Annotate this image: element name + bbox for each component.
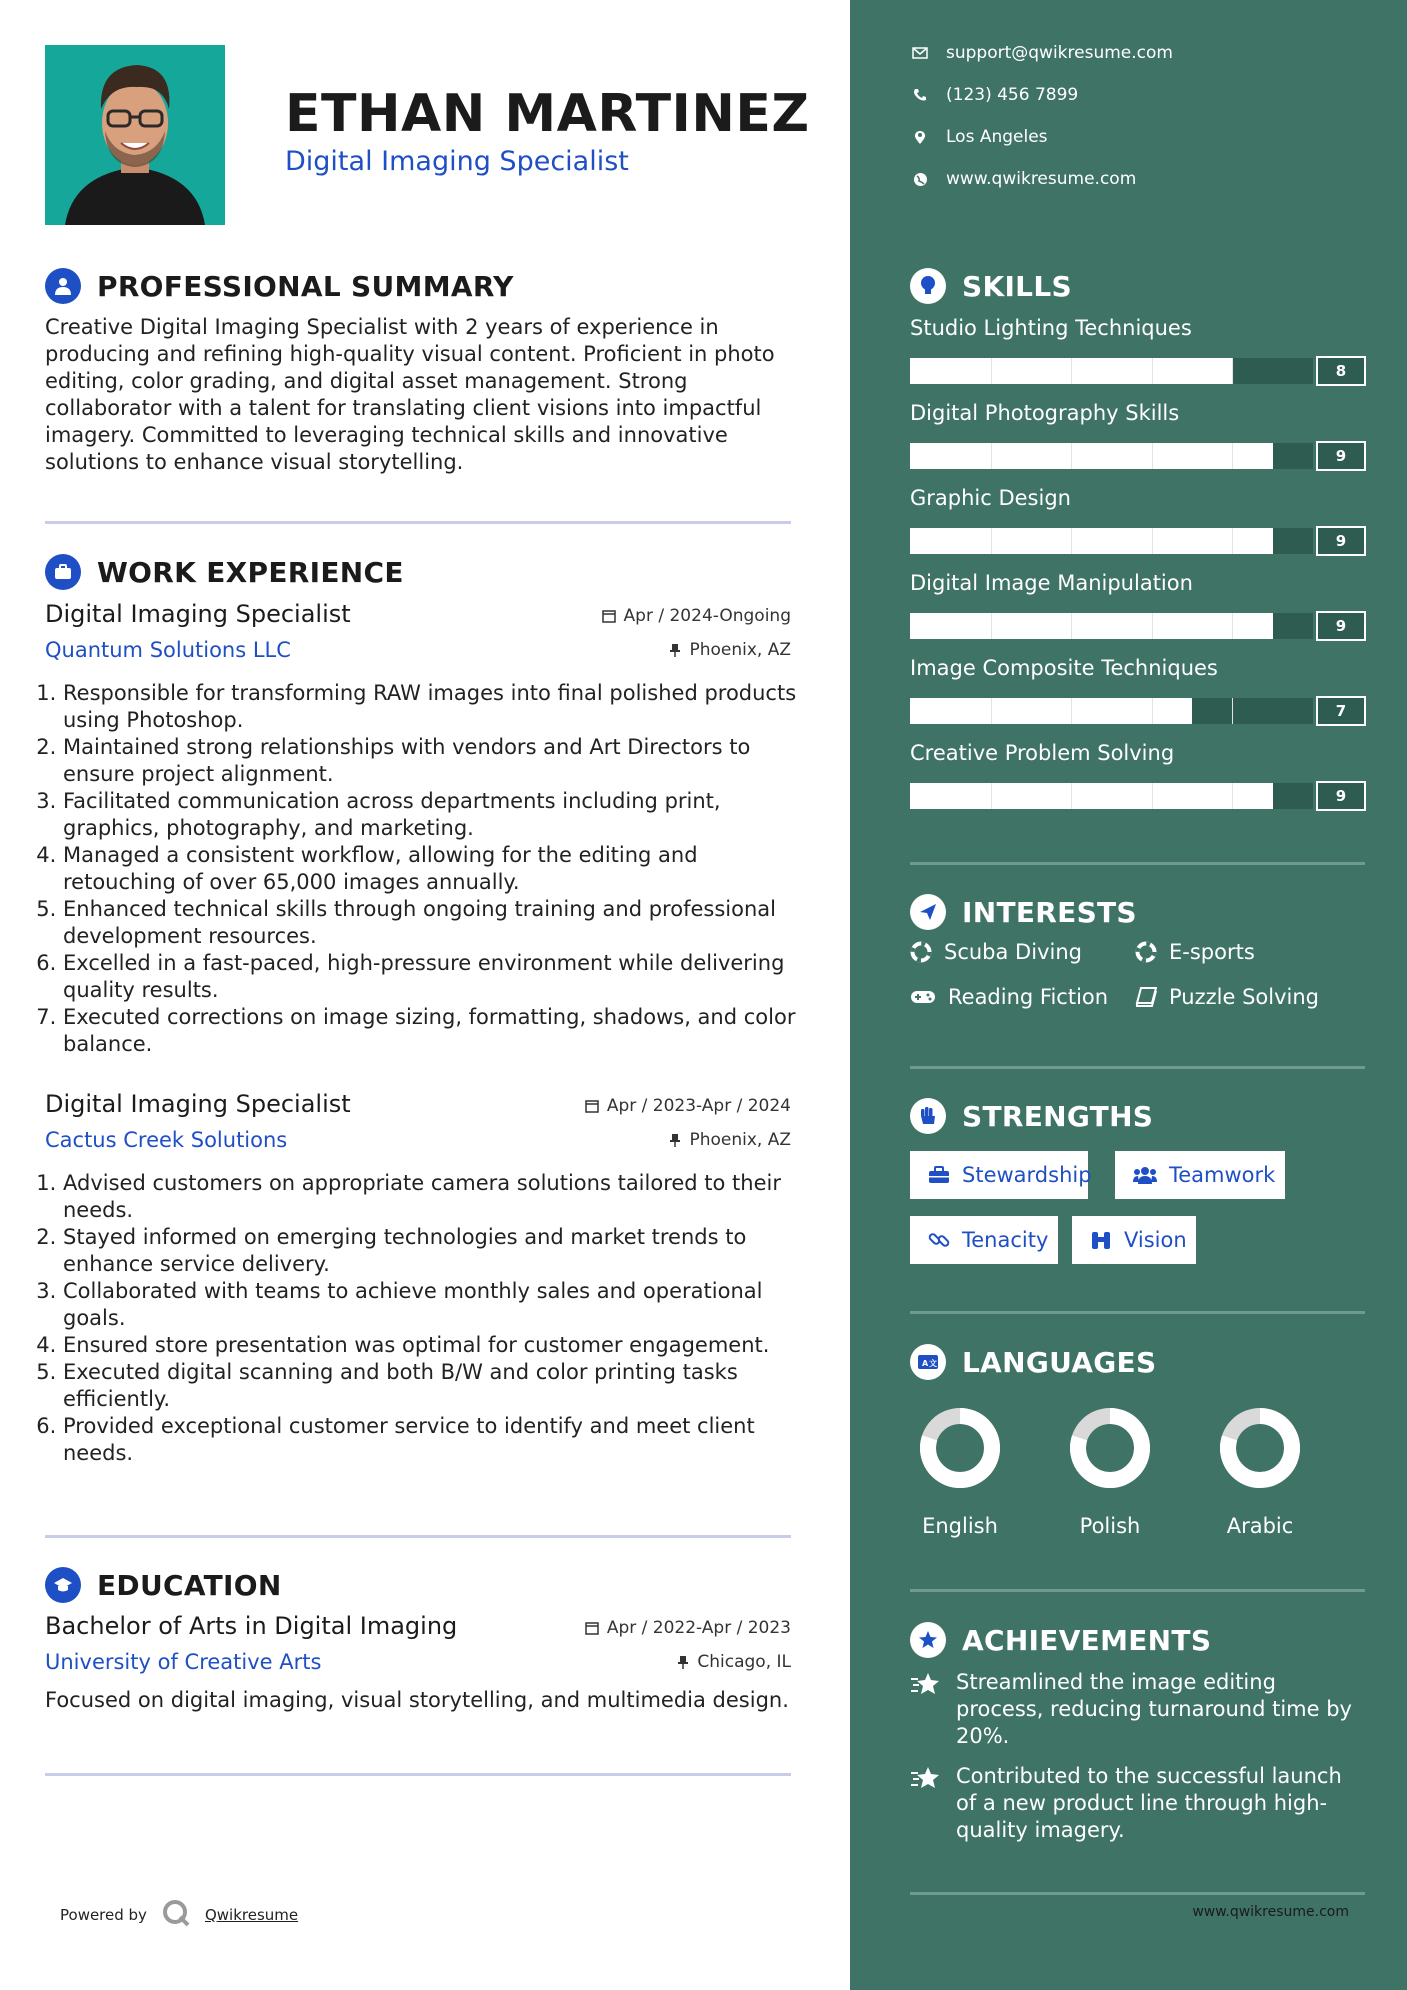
phone-text: (123) 456 7899 xyxy=(946,85,1079,105)
job-location xyxy=(669,640,791,660)
users-icon xyxy=(1133,1166,1157,1184)
candidate-title: Digital Imaging Specialist xyxy=(285,146,629,177)
list-item: 1. Advised customers on appropriate camera solutions tailored to their needs. xyxy=(63,1170,809,1224)
map-pin-icon xyxy=(910,130,930,145)
section-title: SKILLS xyxy=(962,269,1072,303)
language-name: Arabic xyxy=(1226,1514,1294,1538)
section-divider xyxy=(45,1535,791,1538)
profile-photo xyxy=(45,45,225,225)
skill-bar-separator xyxy=(991,783,992,809)
education-date xyxy=(585,1618,791,1638)
list-item: 3. Collaborated with teams to achieve monthly sales and operational goals. xyxy=(63,1278,809,1332)
achievement-item xyxy=(910,1763,1365,1844)
strength-label: Tenacity xyxy=(962,1228,1049,1252)
skill-bar-separator xyxy=(1232,783,1233,809)
skill-name: Image Composite Techniques xyxy=(910,656,1218,680)
star-icon xyxy=(910,1669,944,1750)
skill-bar-separator xyxy=(1232,358,1233,384)
language-icon xyxy=(910,1344,946,1380)
education-location xyxy=(677,1652,791,1672)
education-entry xyxy=(45,1612,791,1722)
job-bullets xyxy=(45,680,809,1058)
skill-bar-separator xyxy=(1152,358,1153,384)
skill-bar xyxy=(910,698,1313,724)
contact-email[interactable] xyxy=(910,43,1173,63)
job-title: Digital Imaging Specialist xyxy=(45,1090,351,1118)
strength-label: Stewardship xyxy=(962,1163,1092,1187)
education-heading xyxy=(45,1567,282,1603)
section-divider xyxy=(45,1773,791,1776)
skill-bar-separator xyxy=(991,528,992,554)
interest-label: Reading Fiction xyxy=(948,985,1109,1009)
skill-item xyxy=(910,571,1365,635)
language-name: Polish xyxy=(1079,1514,1141,1538)
strength-badge xyxy=(910,1216,1058,1264)
skill-bar-separator xyxy=(991,358,992,384)
list-item: 5. Enhanced technical skills through ongoing training and professional development resources. xyxy=(63,896,809,950)
skill-bar xyxy=(910,613,1313,639)
language-level-ring xyxy=(1068,1406,1152,1490)
language-name: English xyxy=(922,1514,998,1538)
section-divider xyxy=(910,1066,1365,1069)
skill-score: 8 xyxy=(1316,356,1366,386)
language-level-ring xyxy=(918,1406,1002,1490)
calendar-icon xyxy=(602,609,616,623)
achievement-item xyxy=(910,1669,1365,1750)
skill-bar-fill xyxy=(910,443,1273,469)
qwikresume-logo-icon xyxy=(161,1898,191,1932)
section-title: WORK EXPERIENCE xyxy=(97,555,404,589)
skill-bar xyxy=(910,358,1313,384)
job-date-text: Apr / 2023-Apr / 2024 xyxy=(606,1096,791,1116)
section-title: EDUCATION xyxy=(97,1568,282,1602)
strength-badge xyxy=(910,1151,1092,1199)
fist-icon xyxy=(910,1098,946,1134)
interest-item xyxy=(1135,985,1319,1009)
school-name: University of Creative Arts xyxy=(45,1650,322,1674)
candidate-name: ETHAN MARTINEZ xyxy=(285,84,810,144)
section-title: ACHIEVEMENTS xyxy=(962,1623,1212,1657)
experience-heading xyxy=(45,554,404,590)
skill-item xyxy=(910,656,1365,720)
education-location-text: Chicago, IL xyxy=(697,1652,791,1672)
summary-heading xyxy=(45,268,514,304)
globe-icon xyxy=(910,172,930,187)
email-text: support@qwikresume.com xyxy=(946,43,1173,63)
job-location xyxy=(669,1130,791,1150)
skill-bar-separator xyxy=(1152,613,1153,639)
skill-score: 9 xyxy=(1316,526,1366,556)
skill-bar-separator xyxy=(1232,698,1233,724)
job-title: Digital Imaging Specialist xyxy=(45,600,351,628)
website-text: www.qwikresume.com xyxy=(946,169,1137,189)
interest-label: E-sports xyxy=(1169,940,1255,964)
section-title: INTERESTS xyxy=(962,895,1137,929)
job-entry xyxy=(45,1090,791,1490)
skill-score: 7 xyxy=(1316,696,1366,726)
svg-text:文: 文 xyxy=(929,1359,937,1368)
job-company: Quantum Solutions LLC xyxy=(45,638,291,662)
contact-website[interactable] xyxy=(910,169,1136,189)
interest-item xyxy=(910,940,1082,964)
skill-item xyxy=(910,316,1365,380)
skill-item xyxy=(910,741,1365,805)
skill-bar-separator xyxy=(1232,613,1233,639)
paper-plane-icon xyxy=(910,894,946,930)
skill-name: Creative Problem Solving xyxy=(910,741,1175,765)
skill-bar-separator xyxy=(1152,443,1153,469)
skill-bar xyxy=(910,783,1313,809)
list-item: 5. Executed digital scanning and both B/W and color printing tasks efficiently. xyxy=(63,1359,809,1413)
language-item xyxy=(1060,1406,1160,1538)
skill-item xyxy=(910,486,1365,550)
list-item: 6. Excelled in a fast-paced, high-pressure environment while delivering quality results. xyxy=(63,950,809,1004)
job-date xyxy=(585,1096,791,1116)
skill-score: 9 xyxy=(1316,611,1366,641)
skill-bar-fill xyxy=(910,613,1273,639)
job-entry xyxy=(45,600,797,1060)
section-divider xyxy=(910,1892,1365,1895)
interest-item xyxy=(910,985,1108,1009)
contact-phone[interactable] xyxy=(910,85,1078,105)
skill-bar-separator xyxy=(991,613,992,639)
pin-icon xyxy=(669,1133,681,1147)
footer-website[interactable]: www.qwikresume.com xyxy=(1192,1904,1349,1920)
achievement-text: Contributed to the successful launch of a new product line through high-quality imagery. xyxy=(956,1764,1342,1842)
skill-bar-separator xyxy=(1152,528,1153,554)
skill-bar-separator xyxy=(1152,783,1153,809)
gamepad-icon xyxy=(910,989,936,1005)
sidebar xyxy=(850,0,1407,1990)
section-divider xyxy=(910,1589,1365,1592)
skill-bar-separator xyxy=(991,443,992,469)
briefcase-icon xyxy=(928,1166,950,1184)
binoculars-icon xyxy=(1090,1230,1112,1250)
pin-icon xyxy=(669,643,681,657)
life-ring-icon xyxy=(910,941,932,963)
job-bullets xyxy=(45,1170,809,1467)
briefcase-icon xyxy=(45,554,81,590)
skill-bar-separator xyxy=(991,698,992,724)
list-item: 4. Ensured store presentation was optimal for customer engagement. xyxy=(63,1332,809,1359)
section-title: PROFESSIONAL SUMMARY xyxy=(97,269,514,303)
summary-text: Creative Digital Imaging Specialist with 2 years of experience in producing and refining high-quality visual content. Proficient in photo editing, color grading, and digital asset management. Strong collaborator with a talent for translating client visions into impactful imagery. Committed to leveraging technical skills and innovative solutions to enhance visual storytelling. xyxy=(45,315,775,474)
skill-item xyxy=(910,401,1365,465)
languages-heading xyxy=(910,1344,1156,1380)
powered-by-label: Powered by xyxy=(60,1906,147,1924)
education-description: Focused on digital imaging, visual storytelling, and multimedia design. xyxy=(45,1688,789,1712)
language-item xyxy=(910,1406,1010,1538)
calendar-icon xyxy=(585,1099,599,1113)
skill-bar-separator xyxy=(1071,613,1072,639)
powered-by xyxy=(60,1898,298,1932)
list-item: 7. Executed corrections on image sizing, formatting, shadows, and color balance. xyxy=(63,1004,809,1058)
location-text: Los Angeles xyxy=(946,127,1048,147)
phone-icon xyxy=(910,88,930,102)
svg-text:A: A xyxy=(922,1359,929,1368)
star-icon xyxy=(910,1763,944,1844)
job-company: Cactus Creek Solutions xyxy=(45,1128,288,1152)
job-location-text: Phoenix, AZ xyxy=(689,1130,791,1150)
skill-bar-fill xyxy=(910,698,1192,724)
envelope-icon xyxy=(910,47,930,59)
language-item xyxy=(1210,1406,1310,1538)
job-location-text: Phoenix, AZ xyxy=(689,640,791,660)
user-icon xyxy=(45,268,81,304)
skill-name: Digital Photography Skills xyxy=(910,401,1180,425)
skill-bar-separator xyxy=(1071,443,1072,469)
skills-heading xyxy=(910,268,1072,304)
lightbulb-icon xyxy=(910,268,946,304)
skill-score: 9 xyxy=(1316,441,1366,471)
life-ring-icon xyxy=(1135,941,1157,963)
skill-bar-fill xyxy=(910,783,1273,809)
skill-name: Studio Lighting Techniques xyxy=(910,316,1192,340)
qwikresume-link[interactable]: Qwikresume xyxy=(204,1906,299,1924)
section-divider xyxy=(910,862,1365,865)
list-item: 1. Responsible for transforming RAW images into final polished products using Photoshop. xyxy=(63,680,809,734)
list-item: 2. Maintained strong relationships with vendors and Art Directors to ensure project alignment. xyxy=(63,734,809,788)
degree-title: Bachelor of Arts in Digital Imaging xyxy=(45,1612,458,1640)
skill-name: Digital Image Manipulation xyxy=(910,571,1193,595)
skill-bar-separator xyxy=(1071,783,1072,809)
skill-bar-separator xyxy=(1152,698,1153,724)
skill-bar-separator xyxy=(1232,443,1233,469)
list-item: 6. Provided exceptional customer service to identify and meet client needs. xyxy=(63,1413,809,1467)
interest-label: Puzzle Solving xyxy=(1169,985,1319,1009)
skill-score: 9 xyxy=(1316,781,1366,811)
section-title: LANGUAGES xyxy=(962,1345,1157,1379)
calendar-icon xyxy=(585,1621,599,1635)
skill-bar-fill xyxy=(910,528,1273,554)
strength-badge xyxy=(1072,1216,1196,1264)
pin-icon xyxy=(677,1655,689,1669)
achievements-heading xyxy=(910,1622,1211,1658)
education-date-text: Apr / 2022-Apr / 2023 xyxy=(606,1618,791,1638)
achievement-text: Streamlined the image editing process, reducing turnaround time by 20%. xyxy=(956,1670,1352,1748)
strength-label: Teamwork xyxy=(1169,1163,1276,1187)
interest-label: Scuba Diving xyxy=(944,940,1082,964)
skill-bar xyxy=(910,443,1313,469)
strengths-heading xyxy=(910,1098,1153,1134)
skill-bar-separator xyxy=(1232,528,1233,554)
job-date xyxy=(602,606,791,626)
skill-bar-separator xyxy=(1071,358,1072,384)
section-title: STRENGTHS xyxy=(962,1099,1154,1133)
list-item: 3. Facilitated communication across departments including print, graphics, photography, and marketing. xyxy=(63,788,809,842)
interest-item xyxy=(1135,940,1255,964)
list-item: 4. Managed a consistent workflow, allowing for the editing and retouching of over 65,000 images annually. xyxy=(63,842,809,896)
book-icon xyxy=(1135,987,1157,1007)
language-level-ring xyxy=(1218,1406,1302,1490)
skill-name: Graphic Design xyxy=(910,486,1071,510)
section-divider xyxy=(45,521,791,524)
contact-location xyxy=(910,127,1048,147)
strength-badge xyxy=(1115,1151,1285,1199)
star-badge-icon xyxy=(910,1622,946,1658)
strength-label: Vision xyxy=(1124,1228,1187,1252)
skill-bar-separator xyxy=(1071,528,1072,554)
graduation-icon xyxy=(45,1567,81,1603)
interests-heading xyxy=(910,894,1137,930)
list-item: 2. Stayed informed on emerging technologies and market trends to enhance service delivery. xyxy=(63,1224,809,1278)
section-divider xyxy=(910,1311,1365,1314)
skill-bar-separator xyxy=(1071,698,1072,724)
job-date-text: Apr / 2024-Ongoing xyxy=(623,606,791,626)
link-icon xyxy=(928,1229,950,1251)
skill-bar xyxy=(910,528,1313,554)
